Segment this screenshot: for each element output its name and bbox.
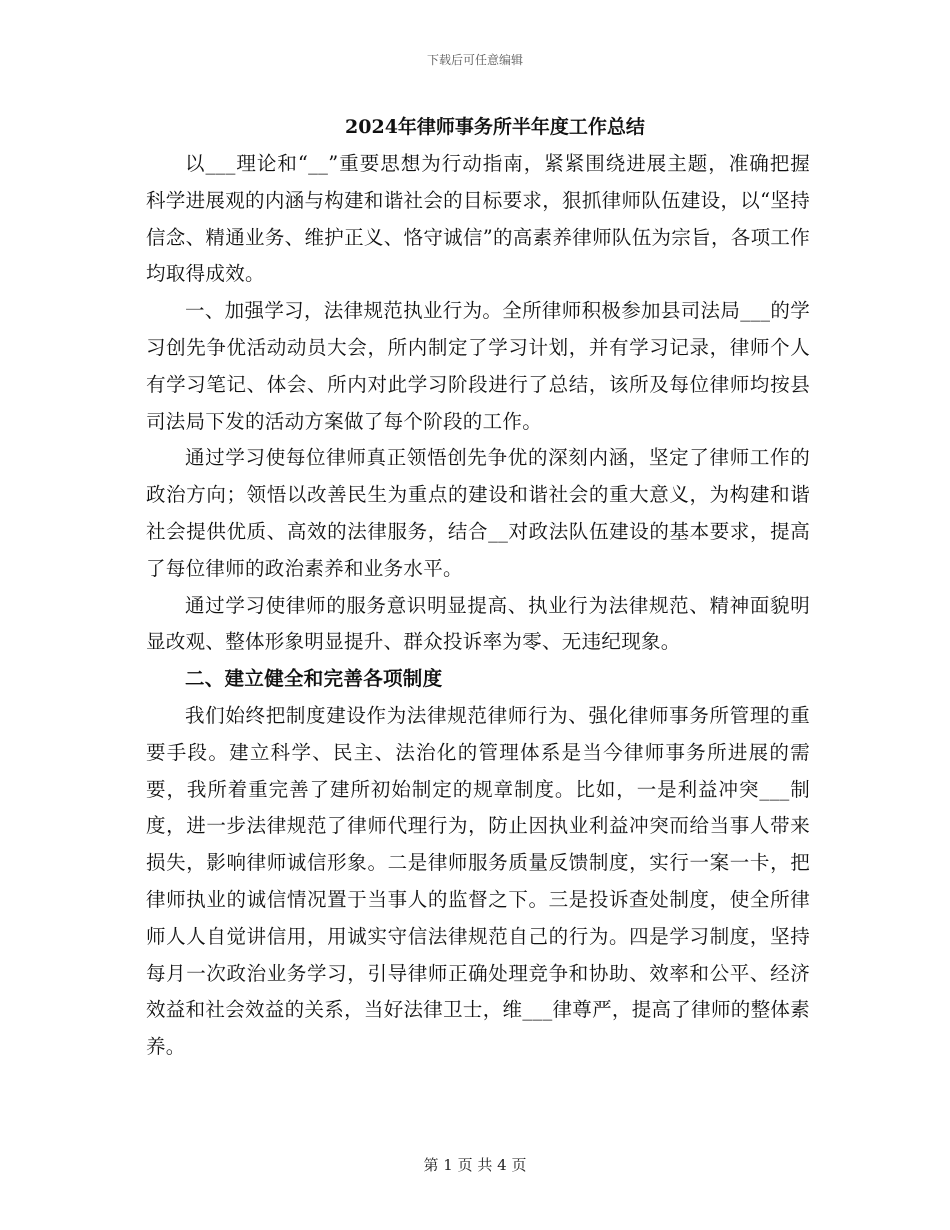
section-heading-2: 二、建立健全和完善各项制度 — [185, 667, 443, 691]
paragraph-systems: 我们始终把制度建设作为法律规范律师行为、强化律师事务所管理的重要手段。建立科学、民主、法治化的管理体系是当今律师事务所进展的需要，我所着重完善了建所初始制定的规章制度。比如，一是利益冲突___制度，进一步法律规范了律师代理行为，防止因执业利益冲突而给当事人带来损失，影响律师诚信形象。二是律师服务质量反馈制度，实行一案一卡，把律师执业的诚信情况置于当事人的监督之下。三是投诉查处制度，使全所律师人人自觉讲信用，用诚实守信法律规范自己的行为。四是学习制度，坚持每月一次政治业务学习，引导律师正确处理竞争和协助、效率和公平、经济效益和社会效益的关系，当好法律卫士，维___律尊严，提高了律师的整体素养。 — [146, 703, 810, 1059]
paragraph-learning-result: 通过学习使律师的服务意识明显提高、执业行为法律规范、精神面貌明显改观、整体形象明显提升、群众投诉率为零、无违纪现象。 — [146, 593, 810, 654]
page-header-note: 下载后可任意编辑 — [426, 53, 523, 67]
paragraph-intro: 以___理论和“__”重要思想为行动指南，紧紧围绕进展主题，准确把握科学进展观的内涵与构建和谐社会的目标要求，狠抓律师队伍建设，以“坚持信念、精通业务、维护正义、恪守诚信”的高素养律师队伍为宗旨，各项工作均取得成效。 — [146, 152, 810, 286]
document-body — [146, 146, 810, 1066]
page-number: 第 1 页 共 4 页 — [423, 1156, 527, 1174]
document-title: 2024年律师事务所半年度工作总结 — [345, 116, 645, 138]
paragraph-learning-effect: 通过学习使每位律师真正领悟创先争优的深刻内涵，坚定了律师工作的政治方向；领悟以改善民生为重点的建设和谐社会的重大意义，为构建和谐社会提供优质、高效的法律服务，结合__对政法队伍建设的基本要求，提高了每位律师的政治素养和业务水平。 — [146, 446, 810, 580]
paragraph-section-1: 一、加强学习，法律规范执业行为。全所律师积极参加县司法局___的学习创先争优活动动员大会，所内制定了学习计划，并有学习记录，律师个人有学习笔记、体会、所内对此学习阶段进行了总结，该所及每位律师均按县司法局下发的活动方案做了每个阶段的工作。 — [146, 299, 810, 433]
